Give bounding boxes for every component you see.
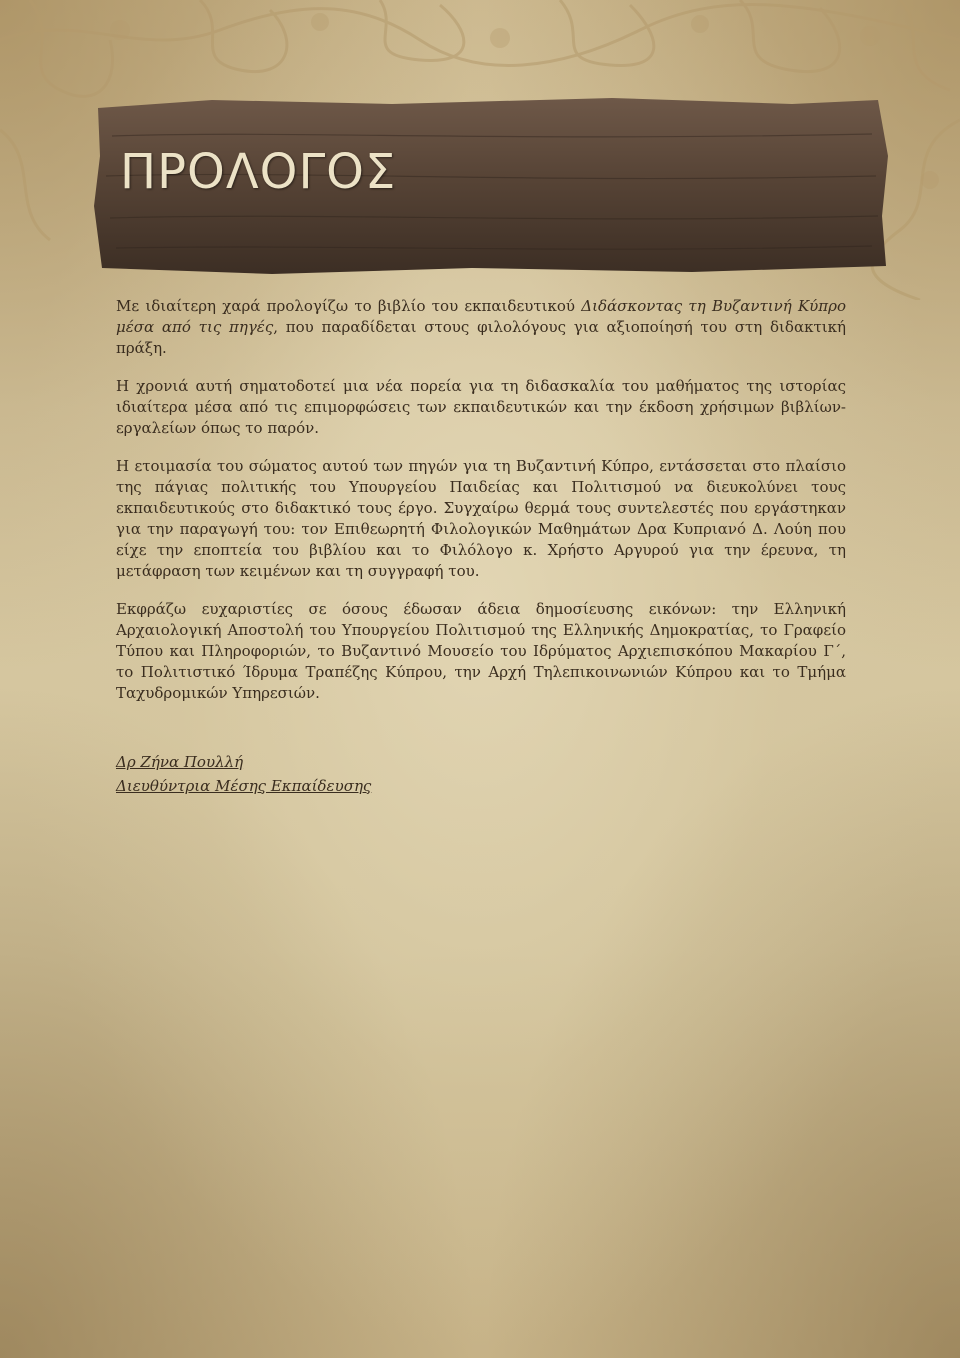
- intro-text: Με ιδιαίτερη χαρά προλογίζω το βιβλίο του εκπαιδευτικού: [116, 297, 582, 315]
- preface-body: [116, 296, 846, 721]
- paragraph-acknowledgements: Εκφράζω ευχαριστίες σε όσους έδωσαν άδεια δημοσίευσης εικόνων: την Ελληνική Αρχαιολογική Αποστολή του Υπουργείου Πολιτισμού της Ελληνικής Δημοκρατίας, το Γραφείο Τύπου και Πληροφοριών, το Βυζαντινό Μουσείο του Ιδρύματος Αρχιεπισκόπου Μακαρίου Γ΄, το Πολιτιστικό Ίδρυμα Τραπέζης Κύπρου, την Αρχή Τηλεπικοινωνιών Κύπρου και το Τμήμα Ταχυδρομικών Υπηρεσιών.: [116, 600, 846, 702]
- book-title: Διδάσκοντας τη Βυζαντινή Κύπρο μέσα από τις πηγές: [116, 297, 846, 336]
- intro-text-end: , που παραδίδεται στους φιλολόγους για αξιοποίησή του στη διδακτική πράξη.: [116, 318, 846, 357]
- paragraph-intro: [116, 296, 846, 359]
- paragraph-new-direction: Η χρονιά αυτή σηματοδοτεί μια νέα πορεία για τη διδασκαλία του μαθήματος της ιστορίας ιδιαίτερα μέσα από τις επιμορφώσεις των εκπαιδευτικών και την έκδοση χρήσιμων βιβλίων-εργαλείων όπως το παρόν.: [116, 377, 846, 437]
- signature-name: Δρ Ζήνα Πουλλή: [116, 753, 244, 771]
- paragraph-policy: Η ετοιμασία του σώματος αυτού των πηγών για τη Βυζαντινή Κύπρο, εντάσσεται στο πλαίσιο της πάγιας πολιτικής του Υπουργείου Παιδείας και Πολιτισμού να διευκολύνει τους εκπαιδευτικούς στο διδακτικό τους έργο. Συγχαίρω θερμά τους συντελεστές που εργάστηκαν για την παραγωγή του: τον Επιθεωρητή Φιλολογικών Μαθημάτων Δρα Κυπριανό Δ. Λούη που είχε την εποπτεία του βιβλίου και το Φιλόλογο κ. Χρήστο Αργυρού για την έρευνα, τη μετάφραση των κειμένων και τη συγγραφή του.: [116, 457, 846, 580]
- page-title: ΠΡΟΛΟΓΟΣ: [120, 144, 397, 200]
- signature-block: [116, 750, 371, 798]
- signature-role: Διευθύντρια Μέσης Εκπαίδευσης: [116, 777, 372, 795]
